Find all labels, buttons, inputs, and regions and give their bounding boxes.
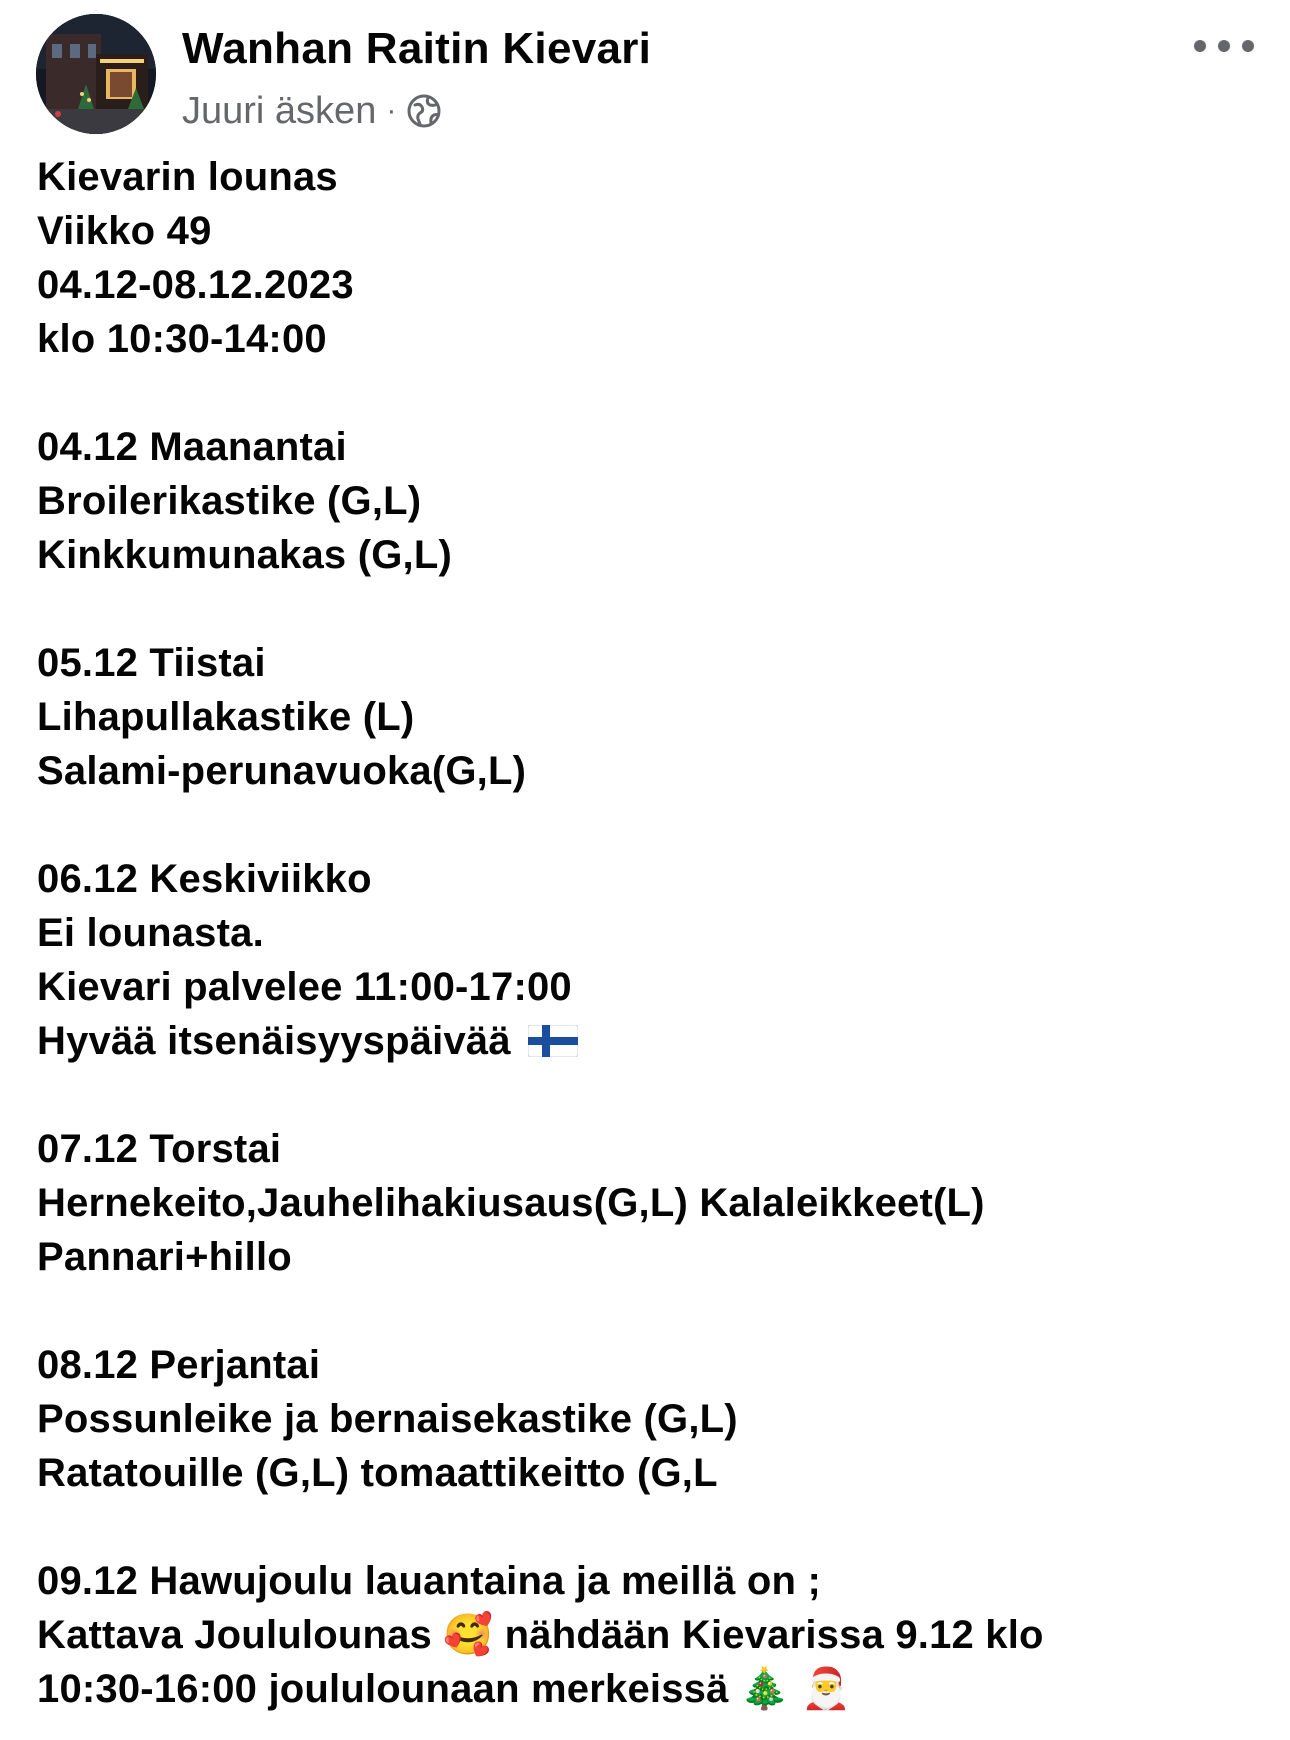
blank-line	[37, 582, 1257, 636]
more-horizontal-icon	[1242, 40, 1254, 52]
globe-icon[interactable]	[406, 93, 442, 129]
more-horizontal-icon	[1218, 40, 1230, 52]
day-heading-saturday: 09.12 Hawujoulu lauantaina ja meillä on ;	[37, 1559, 821, 1603]
post-timestamp[interactable]: Juuri äsken	[182, 89, 377, 132]
avatar-image-icon	[36, 14, 156, 134]
day-heading-monday: 04.12 Maanantai	[37, 425, 347, 469]
menu-date-range: 04.12-08.12.2023	[37, 263, 354, 307]
finland-flag-emoji	[528, 1017, 578, 1049]
menu-item: Pannari+hillo	[37, 1235, 292, 1279]
day-heading-friday: 08.12 Perjantai	[37, 1343, 321, 1387]
blank-line	[37, 366, 1257, 420]
christmas-lunch-line	[37, 1608, 1257, 1662]
day-heading-thursday: 07.12 Torstai	[37, 1127, 282, 1171]
menu-item: Hernekeito,Jauhelihakiusaus(G,L) Kalaleikkeet(L)	[37, 1181, 985, 1225]
independence-day-greeting: Hyvää itsenäisyyspäivää	[37, 1019, 511, 1063]
christmas-lunch-hours-line	[37, 1662, 1257, 1716]
post-meta	[182, 88, 442, 134]
meta-separator: ·	[386, 94, 397, 127]
post-text	[37, 150, 1257, 1716]
menu-item: Ratatouille (G,L) tomaattikeitto (G,L	[37, 1451, 718, 1495]
blank-line	[37, 1068, 1257, 1122]
menu-item: Broilerikastike (G,L)	[37, 479, 422, 523]
blank-line	[37, 1500, 1257, 1554]
christmas-lunch-text: Kattava Joululounas	[37, 1613, 432, 1657]
menu-hours: klo 10:30-14:00	[37, 317, 327, 361]
more-options-button[interactable]	[1194, 32, 1254, 60]
blank-line	[37, 798, 1257, 852]
menu-title: Kievarin lounas	[37, 155, 338, 199]
day-heading-tuesday: 05.12 Tiistai	[37, 641, 266, 685]
christmas-lunch-hours: 10:30-16:00 joululounaan merkeissä	[37, 1667, 729, 1711]
menu-item: Possunleike ja bernaisekastike (G,L)	[37, 1397, 738, 1441]
menu-note: Kievari palvelee 11:00-17:00	[37, 965, 572, 1009]
page-avatar[interactable]	[36, 14, 156, 134]
blank-line	[37, 1284, 1257, 1338]
menu-week: Viikko 49	[37, 209, 212, 253]
menu-item: Lihapullakastike (L)	[37, 695, 415, 739]
smiling-hearts-emoji-icon: 🥰	[443, 1612, 494, 1658]
santa-emoji-icon: 🎅	[801, 1666, 852, 1712]
more-horizontal-icon	[1194, 40, 1206, 52]
day-heading-wednesday: 06.12 Keskiviikko	[37, 857, 372, 901]
christmas-lunch-text-cont: nähdään Kievarissa 9.12 klo	[504, 1613, 1044, 1657]
menu-note: Ei lounasta.	[37, 911, 264, 955]
page-name[interactable]: Wanhan Raitin Kievari	[182, 24, 652, 73]
post-header	[36, 14, 1254, 136]
menu-item: Salami-perunavuoka(G,L)	[37, 749, 527, 793]
christmas-tree-emoji-icon: 🎄	[739, 1666, 790, 1712]
menu-note	[37, 1014, 1257, 1068]
menu-item: Kinkkumunakas (G,L)	[37, 533, 452, 577]
